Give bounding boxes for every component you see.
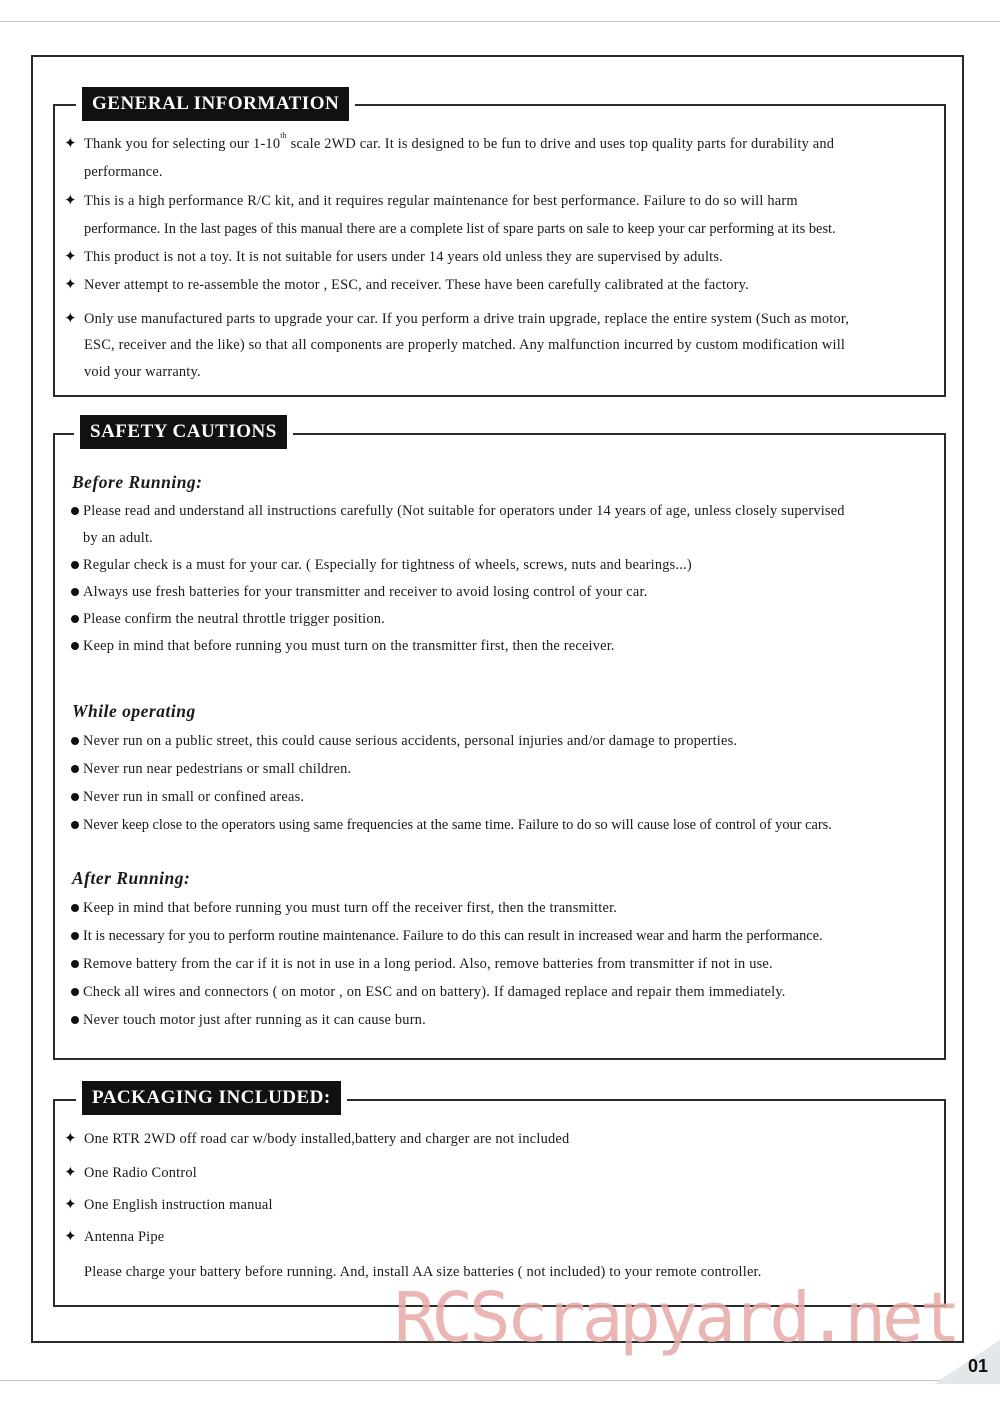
after-item-4: Check all wires and connectors ( on motor , on ESC and on battery). If damaged replace and repair them immediately. — [83, 984, 786, 1000]
general-bullet-icon: ✦ — [64, 193, 77, 209]
general-item-3: This product is not a toy. It is not suitable for users under 14 years old unless they are supervised by adults. — [84, 249, 723, 265]
bullet-dot — [71, 821, 79, 829]
packaging-note: Please charge your battery before running. And, install AA size batteries ( not included) to your remote controller. — [84, 1264, 762, 1280]
general-bullet-icon: ✦ — [64, 311, 77, 327]
general-item-1-line-1: Thank you for selecting our 1-10th scale 2WD car. It is designed to be fun to drive and uses top quality parts for durability and — [84, 131, 835, 152]
bullet-dot — [71, 1016, 79, 1024]
bullet-dot — [71, 765, 79, 773]
watermark: RCScrapyard.net — [394, 1278, 958, 1358]
packaging-item-3: One English instruction manual — [84, 1197, 273, 1213]
general-item-1-line-2: performance. — [84, 164, 163, 180]
safety-cautions-title: SAFETY CAUTIONS — [80, 415, 287, 449]
while-operating-heading: While operating — [72, 701, 196, 721]
bullet-dot — [71, 988, 79, 996]
packaging-bullet-icon: ✦ — [64, 1165, 77, 1181]
before-item-5: Keep in mind that before running you must turn on the transmitter first, then the receiver. — [83, 638, 615, 654]
after-item-3: Remove battery from the car if it is not in use in a long period. Also, remove batteries from transmitter if not in use. — [83, 956, 773, 972]
bullet-dot — [71, 615, 79, 623]
general-item-5-line-2: ESC, receiver and the like) so that all components are properly matched. Any malfunction incurred by custom modification will — [84, 337, 846, 353]
before-item-3: Always use fresh batteries for your transmitter and receiver to avoid losing control of your car. — [83, 584, 648, 600]
while-item-2: Never run near pedestrians or small children. — [83, 761, 352, 777]
bullet-dot — [71, 793, 79, 801]
packaging-bullet-icon: ✦ — [64, 1197, 77, 1213]
general-item-2-line-2: performance. In the last pages of this manual there are a complete list of spare parts on sale to keep your car performing at its best. — [84, 221, 836, 237]
after-item-5: Never touch motor just after running as it can cause burn. — [83, 1012, 426, 1028]
after-running-heading: After Running: — [72, 868, 191, 888]
bullet-dot — [71, 588, 79, 596]
while-item-4: Never keep close to the operators using same frequencies at the same time. Failure to do so will cause lose of control of your cars. — [83, 817, 832, 833]
general-item-5-line-1: Only use manufactured parts to upgrade your car. If you perform a drive train upgrade, replace the entire system (Such as motor, — [84, 311, 850, 327]
packaging-item-1: One RTR 2WD off road car w/body installed,battery and charger are not included — [84, 1131, 570, 1147]
page-number: 01 — [968, 1356, 989, 1376]
packaging-item-2: One Radio Control — [84, 1165, 197, 1181]
bullet-dot — [71, 737, 79, 745]
packaging-included-title: PACKAGING INCLUDED: — [82, 1081, 341, 1115]
bottom-rule — [0, 1380, 940, 1381]
general-bullet-icon: ✦ — [64, 136, 77, 152]
after-item-2: It is necessary for you to perform routine maintenance. Failure to do this can result in increased wear and harm the performance. — [83, 928, 823, 944]
bullet-dot — [71, 642, 79, 650]
bullet-dot — [71, 960, 79, 968]
general-bullet-icon: ✦ — [64, 249, 77, 265]
general-item-2-line-1: This is a high performance R/C kit, and it requires regular maintenance for best performance. Failure to do so will harm — [84, 193, 798, 209]
before-running-heading: Before Running: — [72, 472, 203, 492]
before-item-4: Please confirm the neutral throttle trigger position. — [83, 611, 385, 627]
general-bullet-icon: ✦ — [64, 277, 77, 293]
packaging-item-4: Antenna Pipe — [84, 1229, 165, 1245]
while-item-1: Never run on a public street, this could cause serious accidents, personal injuries and/or damage to properties. — [83, 733, 738, 749]
top-rule — [0, 21, 1000, 22]
bullet-dot — [71, 904, 79, 912]
while-item-3: Never run in small or confined areas. — [83, 789, 305, 805]
general-item-5-line-3: void your warranty. — [84, 364, 201, 380]
bullet-dot — [71, 561, 79, 569]
general-item-4: Never attempt to re-assemble the motor , ESC, and receiver. These have been carefully calibrated at the factory. — [84, 277, 749, 293]
before-item-1-line-1: Please read and understand all instructions carefully (Not suitable for operators under 14 years of age, unless closely supervised — [83, 503, 845, 519]
packaging-bullet-icon: ✦ — [64, 1131, 77, 1147]
bullet-dot — [71, 507, 79, 515]
general-information-title: GENERAL INFORMATION — [82, 87, 349, 121]
packaging-bullet-icon: ✦ — [64, 1229, 77, 1245]
before-item-2: Regular check is a must for your car. ( Especially for tightness of wheels, screws, nuts and bearings...) — [83, 557, 692, 573]
page-corner — [934, 1340, 1000, 1384]
after-item-1: Keep in mind that before running you must turn off the receiver first, then the transmitter. — [83, 900, 618, 916]
bullet-dot — [71, 932, 79, 940]
before-item-1-line-2: by an adult. — [83, 530, 153, 546]
